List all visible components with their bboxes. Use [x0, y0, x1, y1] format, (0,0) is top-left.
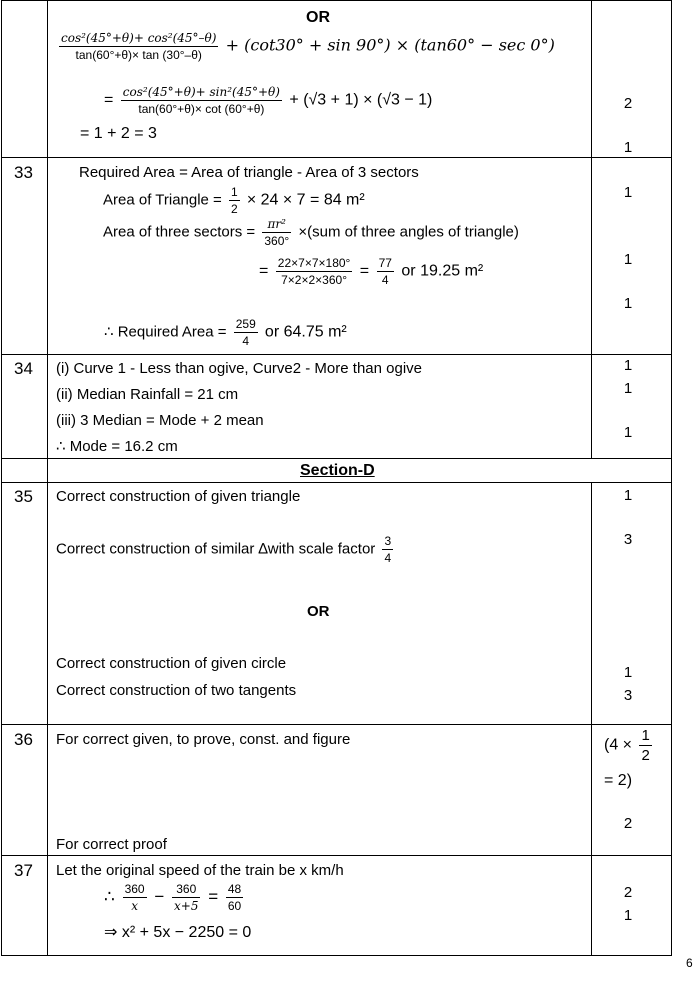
q33-line2: Area of Triangle = $\frac{1}{2}$ × 24 × 7 = 84 m²	[103, 185, 365, 216]
q33-line4: = $\frac{22\times 7\times 7\times 180^\circ}{7\times 2\times 2\times 360^\circ}$ = $\frac{77}{4}$ or 19.25 m²	[259, 256, 484, 287]
q37-mark-2: 1	[623, 907, 633, 924]
table-border-right	[671, 0, 672, 955]
q34-mark-3: 1	[623, 424, 633, 441]
table-border-bottom	[1, 955, 672, 956]
q32-mark-2: 1	[623, 139, 633, 156]
q32-line1-rest: + (cot30° + sin 90°) × (tan60° − sec 0°)	[225, 35, 555, 55]
page-number: 6	[686, 956, 693, 970]
q37-line2-fraction-2: $\frac{360}{x+5}$	[174, 882, 199, 913]
q32-line1	[56, 32, 555, 61]
q33-line3-fraction: $\frac{\text{πr²}}{360^\circ}$	[264, 217, 290, 248]
q35-line2: Correct construction of similar ∆with scale factor $\frac{3}{4}$	[56, 534, 392, 565]
q37-mark-1: 2	[623, 884, 633, 901]
q35-line2-fraction: $\frac{3}{4}$	[384, 534, 392, 565]
q37-line2: ∴ $\frac{360}{x}$ − $\frac{360}{x+5}$ = $\frac{48}{60}$	[104, 882, 242, 913]
q35-mark-1: 1	[623, 487, 633, 504]
q32-line3: = 1 + 2 = 3	[80, 125, 157, 142]
q37-line3: ⇒ x² + 5x − 2250 = 0	[104, 924, 252, 941]
q36-mark-b: 2	[623, 815, 633, 832]
q34-line2: (ii) Median Rainfall = 21 cm	[56, 386, 239, 403]
q32-line2-rest: + (√3 + 1) × (√3 − 1)	[289, 91, 433, 109]
q34-mark-2: 1	[623, 380, 633, 397]
q36-line2: For correct proof	[56, 836, 167, 853]
q36-line1: For correct given, to prove, const. and figure	[56, 731, 351, 748]
q34-mark-1: 1	[623, 357, 633, 374]
q33-number: 33	[14, 163, 33, 182]
q32-line2: = $\frac{\text{cos²(45°+θ)+ sin²(45°+θ)}}{\tan(60^\circ+\theta)\times \cot (60^\circ+\theta)}$ + (√3 + 1) × (√3 − 1)	[104, 85, 433, 116]
q35-line1: Correct construction of given triangle	[56, 488, 301, 505]
q34-number: 34	[14, 359, 33, 378]
q35-line4: Correct construction of two tangents	[56, 682, 297, 699]
q34-line3: (iii) 3 Median = Mode + 2 mean	[56, 412, 264, 429]
q35-mark-3: 1	[623, 664, 633, 681]
q33-line5: ∴ Required Area = $\frac{259}{4}$ or 64.75 m²	[104, 317, 347, 348]
q33-line4-fraction-1: $\frac{22\times 7\times 7\times 180^\circ}{7\times 2\times 2\times 360^\circ}$	[277, 256, 351, 287]
q33-mark-3: 1	[623, 295, 633, 312]
or-heading-q32: OR	[306, 9, 330, 26]
q35-mark-4: 3	[623, 687, 633, 704]
q32-line2-fraction: $\frac{\text{cos²(45°+θ)+ sin²(45°+θ)}}{\tan(60^\circ+\theta)\times \cot (60^\circ+\theta)}$	[122, 85, 280, 116]
q33-line2-fraction: $\frac{1}{2}$	[231, 185, 238, 216]
q33-line5-fraction: $\frac{259}{4}$	[235, 317, 256, 348]
table-col-divider-1	[47, 0, 48, 955]
q33-line3: Area of three sectors = $\frac{\text{πr²}}{360^\circ}$ ×(sum of three angles of triangle)	[103, 217, 519, 248]
row-divider-35	[1, 482, 672, 483]
q33-line4-fraction-2: $\frac{77}{4}$	[378, 256, 392, 287]
row-divider-34	[1, 354, 672, 355]
q36-mark-a-suffix: = 2)	[604, 772, 633, 789]
q35-number: 35	[14, 487, 33, 506]
table-border-top	[1, 0, 672, 1]
row-divider-33	[1, 157, 672, 158]
q33-mark-1: 1	[623, 184, 633, 201]
q33-mark-2: 1	[623, 251, 633, 268]
q32-mark-1: 2	[623, 95, 633, 112]
q34-line1: (i) Curve 1 - Less than ogive, Curve2 - More than ogive	[56, 360, 422, 377]
q35-line3: Correct construction of given circle	[56, 655, 287, 672]
or-heading-q35: OR	[307, 603, 330, 620]
q33-line1: Required Area = Area of triangle - Area of 3 sectors	[79, 164, 419, 181]
q35-mark-2: 3	[623, 531, 633, 548]
q34-line4: ∴ Mode = 16.2 cm	[56, 438, 178, 455]
table-border-left	[1, 0, 2, 955]
q36-number: 36	[14, 730, 33, 749]
q37-number: 37	[14, 861, 33, 880]
row-divider-36	[1, 724, 672, 725]
q37-line1: Let the original speed of the train be x km/h	[56, 862, 344, 879]
row-divider-section	[1, 458, 672, 459]
q36-mark-a-fraction: $\frac{1}{2}$	[641, 727, 650, 764]
q32-line1-fraction: $\frac{\text{cos²(45°+θ)+ cos²(45°–θ)}}{\tan(60^\circ+\theta)\times \tan (30^\circ-\theta)}$	[61, 31, 217, 62]
q36-mark-a: (4 × $\frac{1}{2}$	[604, 727, 650, 764]
row-divider-37	[1, 855, 672, 856]
section-d-heading: Section-D	[300, 462, 375, 479]
q37-line2-fraction-1: $\frac{360}{x}$	[124, 882, 145, 913]
q37-line2-fraction-3: $\frac{48}{60}$	[227, 882, 242, 913]
